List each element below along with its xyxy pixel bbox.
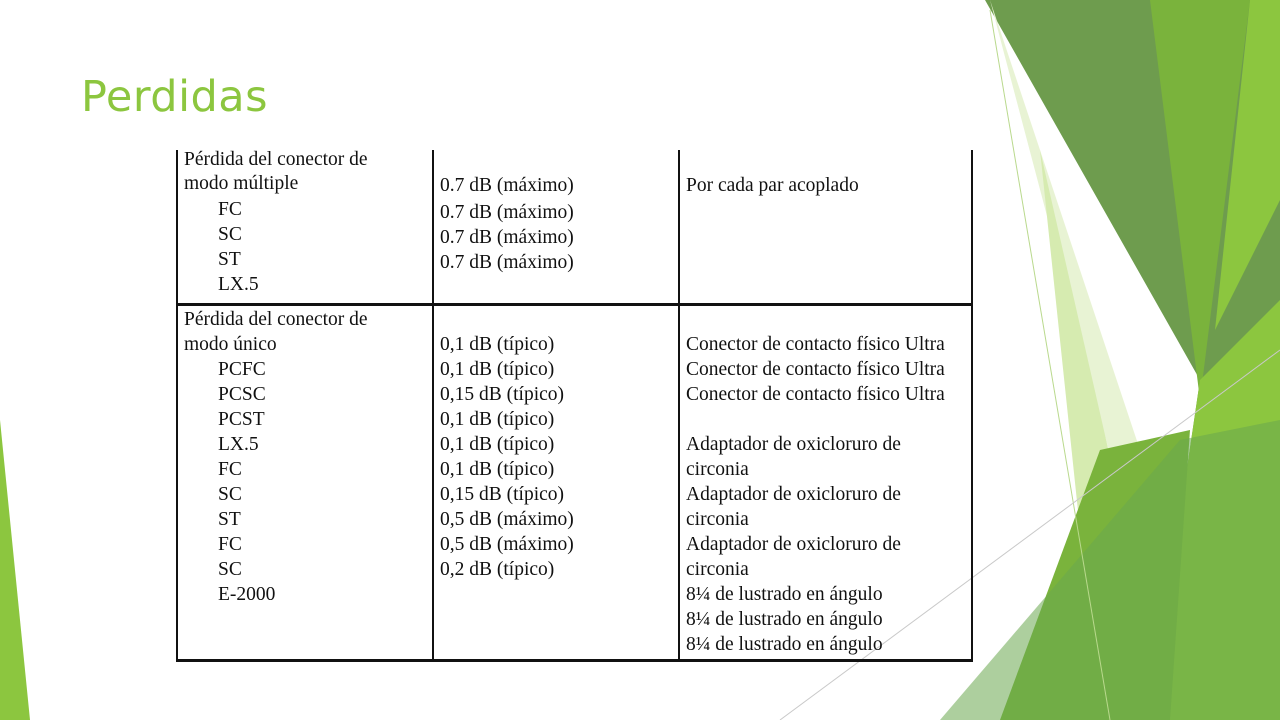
label-line: modo múltiple: [184, 173, 299, 194]
note-line: circonia: [686, 559, 749, 580]
label-line: Pérdida del conector de: [184, 149, 368, 170]
table-border-bottom: [176, 659, 973, 662]
table-border-right: [971, 150, 973, 662]
note-line: Conector de contacto físico Ultra: [686, 384, 945, 405]
connector-name: LX.5: [218, 434, 259, 455]
connector-name: PCST: [218, 409, 265, 430]
loss-value: 0.7 dB (máximo): [440, 175, 574, 196]
connector-name: ST: [218, 249, 241, 270]
note-line: Adaptador de oxicloruro de: [686, 534, 901, 555]
connector-name: SC: [218, 559, 242, 580]
loss-value: 0.7 dB (máximo): [440, 252, 574, 273]
loss-value: 0,2 dB (típico): [440, 559, 555, 580]
table-divider-row: [176, 303, 973, 306]
connector-name: SC: [218, 484, 242, 505]
connector-name: ST: [218, 509, 241, 530]
note-line: Conector de contacto físico Ultra: [686, 359, 945, 380]
loss-value: 0,1 dB (típico): [440, 459, 555, 480]
connector-name: E-2000: [218, 584, 276, 605]
loss-value: 0,5 dB (máximo): [440, 509, 574, 530]
loss-value: 0.7 dB (máximo): [440, 202, 574, 223]
loss-value: 0,1 dB (típico): [440, 409, 555, 430]
note-line: Conector de contacto físico Ultra: [686, 334, 945, 355]
table-border-left: [176, 150, 178, 662]
connector-name: FC: [218, 199, 242, 220]
loss-value: 0.7 dB (máximo): [440, 227, 574, 248]
note-line: Adaptador de oxicloruro de: [686, 484, 901, 505]
table-divider-col-1: [432, 150, 434, 662]
note-line: Adaptador de oxicloruro de: [686, 434, 901, 455]
note-line: 8¼ de lustrado en ángulo: [686, 584, 883, 605]
note-line: Por cada par acoplado: [686, 175, 859, 196]
table-divider-col-2: [678, 150, 680, 662]
note-line: 8¼ de lustrado en ángulo: [686, 634, 883, 655]
loss-value: 0,15 dB (típico): [440, 384, 565, 405]
loss-value: 0,1 dB (típico): [440, 334, 555, 355]
connector-name: FC: [218, 534, 242, 555]
note-line: circonia: [686, 509, 749, 530]
connector-name: LX.5: [218, 274, 259, 295]
connector-name: FC: [218, 459, 242, 480]
connector-name: PCFC: [218, 359, 266, 380]
loss-value: 0,1 dB (típico): [440, 434, 555, 455]
loss-value: 0,15 dB (típico): [440, 484, 565, 505]
label-line: Pérdida del conector de: [184, 309, 368, 330]
connector-name: PCSC: [218, 384, 266, 405]
connector-name: SC: [218, 224, 242, 245]
note-line: 8¼ de lustrado en ángulo: [686, 609, 883, 630]
note-line: circonia: [686, 459, 749, 480]
connector-loss-table: [176, 150, 973, 662]
loss-value: 0,1 dB (típico): [440, 359, 555, 380]
slide-title: Perdidas: [81, 72, 269, 122]
label-line: modo único: [184, 334, 277, 355]
loss-value: 0,5 dB (máximo): [440, 534, 574, 555]
